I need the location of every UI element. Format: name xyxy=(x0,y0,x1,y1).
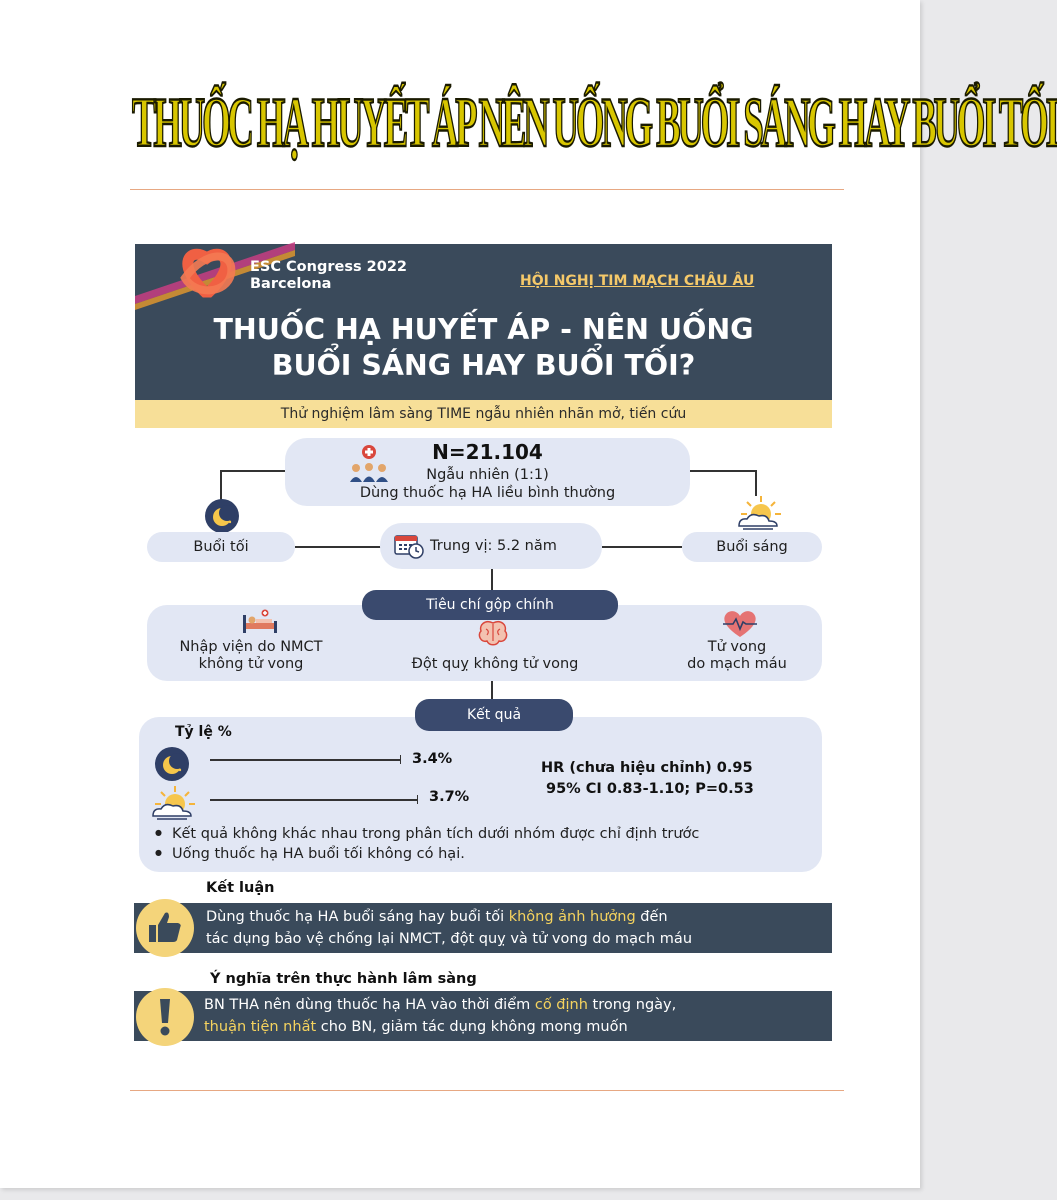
document-title: THUỐC HẠ HUYẾT ÁP NÊN UỐNG BUỔI SÁNG HAY BUỔI TỐI xyxy=(132,84,1057,163)
moon-icon xyxy=(151,746,193,782)
thumbs-up-icon xyxy=(147,909,183,945)
congress-subtitle: HỘI NGHỊ TIM MẠCH CHÂU ÂU xyxy=(520,273,755,289)
conclusion-line2: tác dụng bảo vệ chống lại NMCT, đột quỵ và tử vong do mạch máu xyxy=(206,931,693,947)
conclusion-highlight: không ảnh hưởng xyxy=(508,909,636,925)
bottom-divider xyxy=(130,1090,844,1091)
hospital-bed-icon xyxy=(241,609,279,635)
congress-line2: Barcelona xyxy=(250,276,332,292)
conclusion-heading: Kết luận xyxy=(206,880,275,896)
connector xyxy=(690,470,756,472)
moon-icon xyxy=(202,498,242,534)
congress-name xyxy=(250,259,407,293)
hazard-ratio: HR (chưa hiệu chỉnh) 0.95 xyxy=(541,760,753,776)
brain-icon xyxy=(477,619,509,647)
calendar-clock-icon xyxy=(394,533,424,559)
randomization: Ngẫu nhiên (1:1) xyxy=(426,467,549,483)
top-divider xyxy=(130,189,844,190)
conclusion-line1 xyxy=(206,906,822,928)
results-label: Kết quả xyxy=(415,699,573,731)
practice-text: cho BN, giảm tác dụng không mong muốn xyxy=(316,1019,628,1035)
endpoint-mi-line2: không tử vong xyxy=(198,656,304,672)
arm-evening: Buổi tối xyxy=(147,532,295,562)
practice-heading: Ý nghĩa trên thực hành lâm sàng xyxy=(210,971,477,987)
endpoint-death xyxy=(657,639,817,673)
median-followup xyxy=(380,523,602,569)
endpoint-mi xyxy=(151,639,351,673)
endpoint-death-line2: do mạch máu xyxy=(687,656,787,672)
infographic-banner xyxy=(135,244,832,400)
connector xyxy=(491,681,493,701)
practice-highlight: thuận tiện nhất xyxy=(204,1019,317,1035)
rate-label: Tỷ lệ % xyxy=(175,724,232,740)
connector xyxy=(295,546,381,548)
practice-line2 xyxy=(204,1016,822,1038)
connector xyxy=(602,546,682,548)
heart-pulse-icon xyxy=(721,609,759,639)
practice-text: trong ngày, xyxy=(587,997,677,1013)
arm-morning: Buổi sáng xyxy=(682,532,822,562)
connector xyxy=(491,569,493,591)
connector xyxy=(755,470,757,496)
sun-cloud-icon xyxy=(146,784,200,822)
sample-size: N=21.104 xyxy=(432,440,543,464)
practice-bar xyxy=(134,991,832,1041)
sample-size-box xyxy=(285,438,690,506)
conclusion-text: Dùng thuốc hạ HA buổi sáng hay buổi tối xyxy=(206,909,509,925)
median-followup-text: Trung vị: 5.2 năm xyxy=(430,538,557,554)
result-bullet: ● Kết quả không khác nhau trong phân tích dưới nhóm được chỉ định trước xyxy=(155,826,699,842)
trial-description: Thử nghiệm lâm sàng TIME ngẫu nhiên nhãn mở, tiến cứu xyxy=(135,400,832,428)
congress-line1: ESC Congress 2022 xyxy=(250,259,407,275)
thumbs-up-badge xyxy=(136,899,194,957)
morning-rate-bar xyxy=(210,799,417,801)
evening-rate-bar xyxy=(210,759,400,761)
endpoint-stroke: Đột quỵ không tử vong xyxy=(411,656,579,672)
confidence-interval: 95% CI 0.83-1.10; P=0.53 xyxy=(546,781,754,797)
practice-text: BN THA nên dùng thuốc hạ HA vào thời điểm xyxy=(204,997,535,1013)
banner-title xyxy=(135,312,832,384)
result-bullet: ● Uống thuốc hạ HA buổi tối không có hại. xyxy=(155,846,465,862)
primary-endpoint-label: Tiêu chí gộp chính xyxy=(362,590,618,620)
evening-rate: 3.4% xyxy=(412,751,453,767)
dosing: Dùng thuốc hạ HA liều bình thường xyxy=(359,485,616,501)
connector xyxy=(220,470,286,472)
conclusion-text: đến xyxy=(635,909,668,925)
endpoint-mi-line1: Nhập viện do NMCT xyxy=(179,639,323,655)
endpoint-death-line1: Tử vong xyxy=(707,639,767,655)
connector xyxy=(220,470,222,500)
practice-line1 xyxy=(204,994,822,1016)
conclusion-bar xyxy=(134,903,832,953)
exclamation-badge xyxy=(136,988,194,1046)
sun-cloud-icon xyxy=(733,494,785,532)
banner-title-line1: THUỐC HẠ HUYẾT ÁP - NÊN UỐNG xyxy=(213,313,754,346)
banner-title-line2: BUỔI SÁNG HAY BUỔI TỐI? xyxy=(271,349,696,382)
practice-highlight: cố định xyxy=(534,997,588,1013)
morning-rate: 3.7% xyxy=(429,789,470,805)
exclamation-icon xyxy=(155,997,175,1037)
